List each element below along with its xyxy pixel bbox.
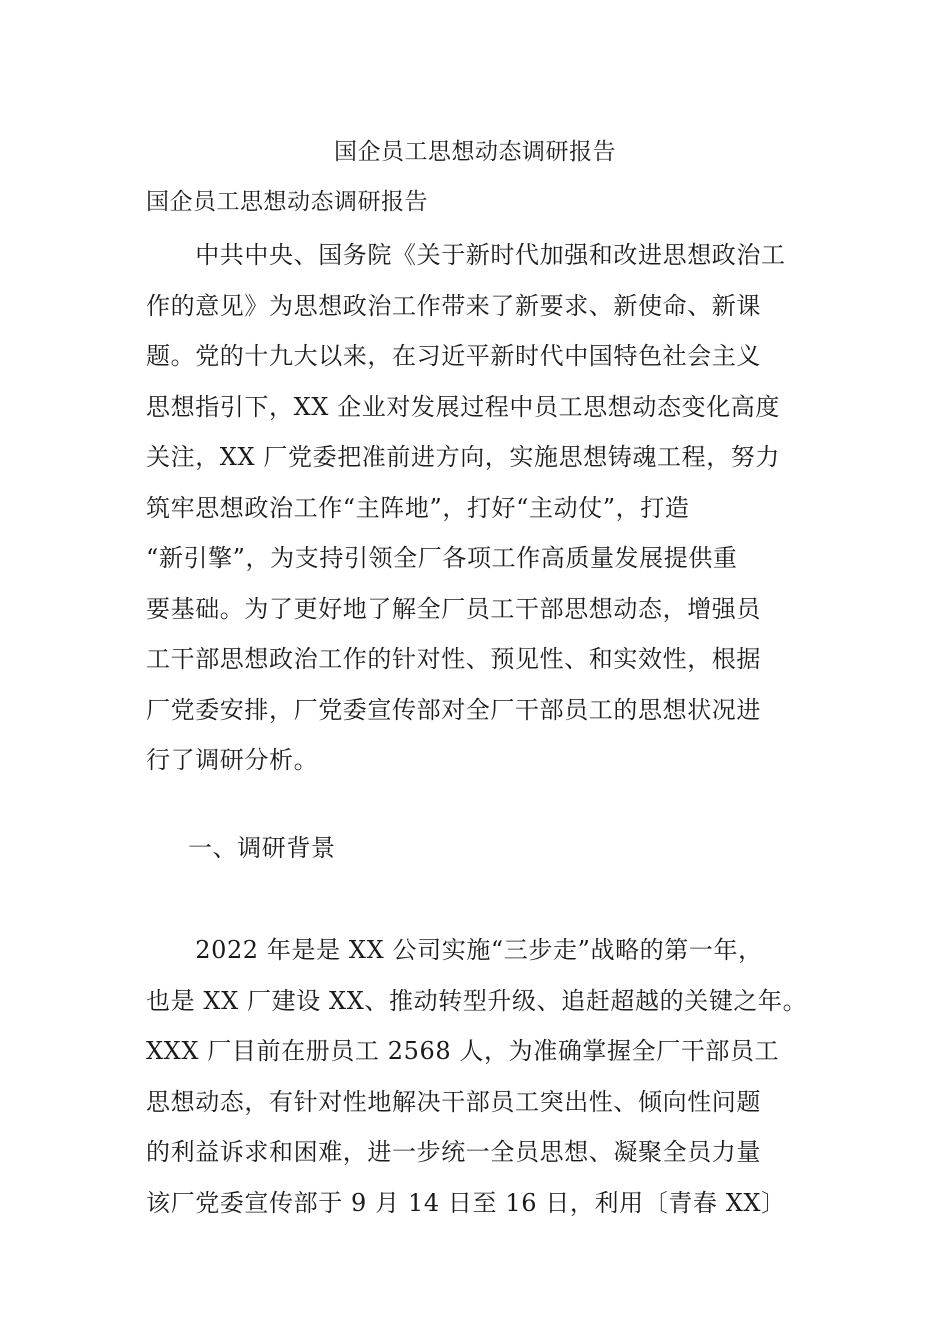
paragraph-line: 厂党委安排，厂党委宣传部对全厂干部员工的思想状况进 — [146, 695, 761, 724]
paragraph-line: 2022 年是是 XX 公司实施“三步走”战略的第一年， — [146, 936, 763, 964]
paragraph-line: XXX 厂目前在册员工 2568 人，为准确掌握全厂干部员工 — [146, 1037, 780, 1065]
paragraph-line: 行了调研分析。 — [146, 746, 319, 774]
document-title: 国企员工思想动态调研报告 — [334, 139, 616, 165]
paragraph-line: 思想指引下，XX 企业对发展过程中员工思想动态变化高度 — [146, 392, 780, 421]
paragraph-line: 工干部思想政治工作的针对性、预见性、和实效性，根据 — [146, 645, 761, 673]
paragraph-line: 要基础。为了更好地了解全厂员工干部思想动态，增强员 — [146, 594, 761, 623]
paragraph-line: 也是 XX 厂建设 XX、推动转型升级、追赶超越的关键之年。 — [146, 986, 808, 1015]
paragraph-line: 筑牢思想政治工作“主阵地”，打好“主动仗”，打造 — [146, 493, 690, 522]
section-heading-background: 一、调研背景 — [188, 834, 336, 862]
document-subtitle: 国企员工思想动态调研报告 — [146, 189, 428, 215]
paragraph-line: 的利益诉求和困难，进一步统一全员思想、凝聚全员力量 — [146, 1138, 761, 1166]
paragraph-line: 该厂党委宣传部于 9 月 14 日至 16 日，利用〔青春 XX〕 — [146, 1188, 786, 1217]
paragraph-line: “新引擎”，为支持引领全厂各项工作高质量发展提供重 — [146, 544, 738, 572]
paragraph-line: 中共中央、国务院《关于新时代加强和改进思想政治工 — [146, 241, 786, 269]
intro-paragraph — [146, 230, 818, 786]
paragraph-line: 作的意见》为思想政治工作带来了新要求、新使命、新课 — [146, 291, 761, 320]
paragraph-line: 关注，XX 厂党委把准前进方向，实施思想铸魂工程，努力 — [146, 443, 780, 471]
background-paragraph — [146, 925, 818, 1228]
paragraph-line: 题。党的十九大以来，在习近平新时代中国特色社会主义 — [146, 342, 761, 370]
paragraph-line: 思想动态，有针对性地解决干部员工突出性、倾向性问题 — [146, 1087, 761, 1116]
